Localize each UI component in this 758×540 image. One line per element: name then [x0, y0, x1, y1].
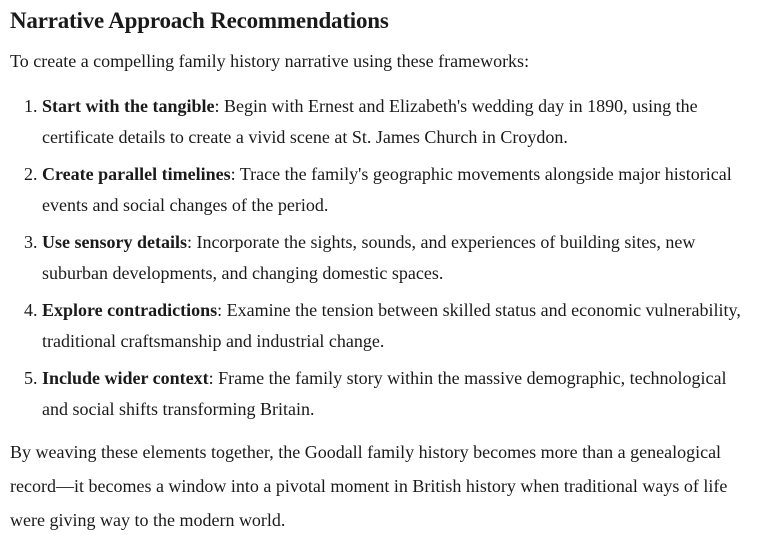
list-item-title: Use sensory details — [42, 232, 187, 252]
list-item-text: : Incorporate the sights, sounds, and experiences of building sites, new suburban developments, and changing domestic spaces. — [42, 232, 696, 283]
list-item — [42, 91, 748, 153]
list-item-text: : Begin with Ernest and Elizabeth's wedding day in 1890, using the certificate details to create a vivid scene at St. James Church in Croydon. — [42, 96, 698, 147]
list-item-title: Create parallel timelines — [42, 164, 231, 184]
list-item-title: Include wider context — [42, 368, 209, 388]
list-item — [42, 227, 748, 289]
closing-paragraph: By weaving these elements together, the Goodall family history becomes more than a genealogical record—it becomes a window into a pivotal moment in British history when traditional ways of life were giving way to the modern world. — [10, 442, 728, 530]
list-item-title: Explore contradictions — [42, 300, 218, 320]
intro-paragraph: To create a compelling family history narrative using these frameworks: — [10, 51, 530, 71]
list-item — [42, 159, 748, 221]
list-item — [42, 295, 748, 357]
list-item — [42, 363, 748, 425]
section-heading: Narrative Approach Recommendations — [10, 8, 389, 33]
recommendations-list — [10, 91, 748, 425]
list-item-title: Start with the tangible — [42, 96, 215, 116]
list-item-text: : Frame the family story within the massive demographic, technological and social shifts transforming Britain. — [42, 368, 727, 419]
list-item-text: : Trace the family's geographic movements alongside major historical events and social changes of the period. — [42, 164, 732, 215]
list-item-text: : Examine the tension between skilled status and economic vulnerability, traditional craftsmanship and industrial change. — [42, 300, 741, 351]
